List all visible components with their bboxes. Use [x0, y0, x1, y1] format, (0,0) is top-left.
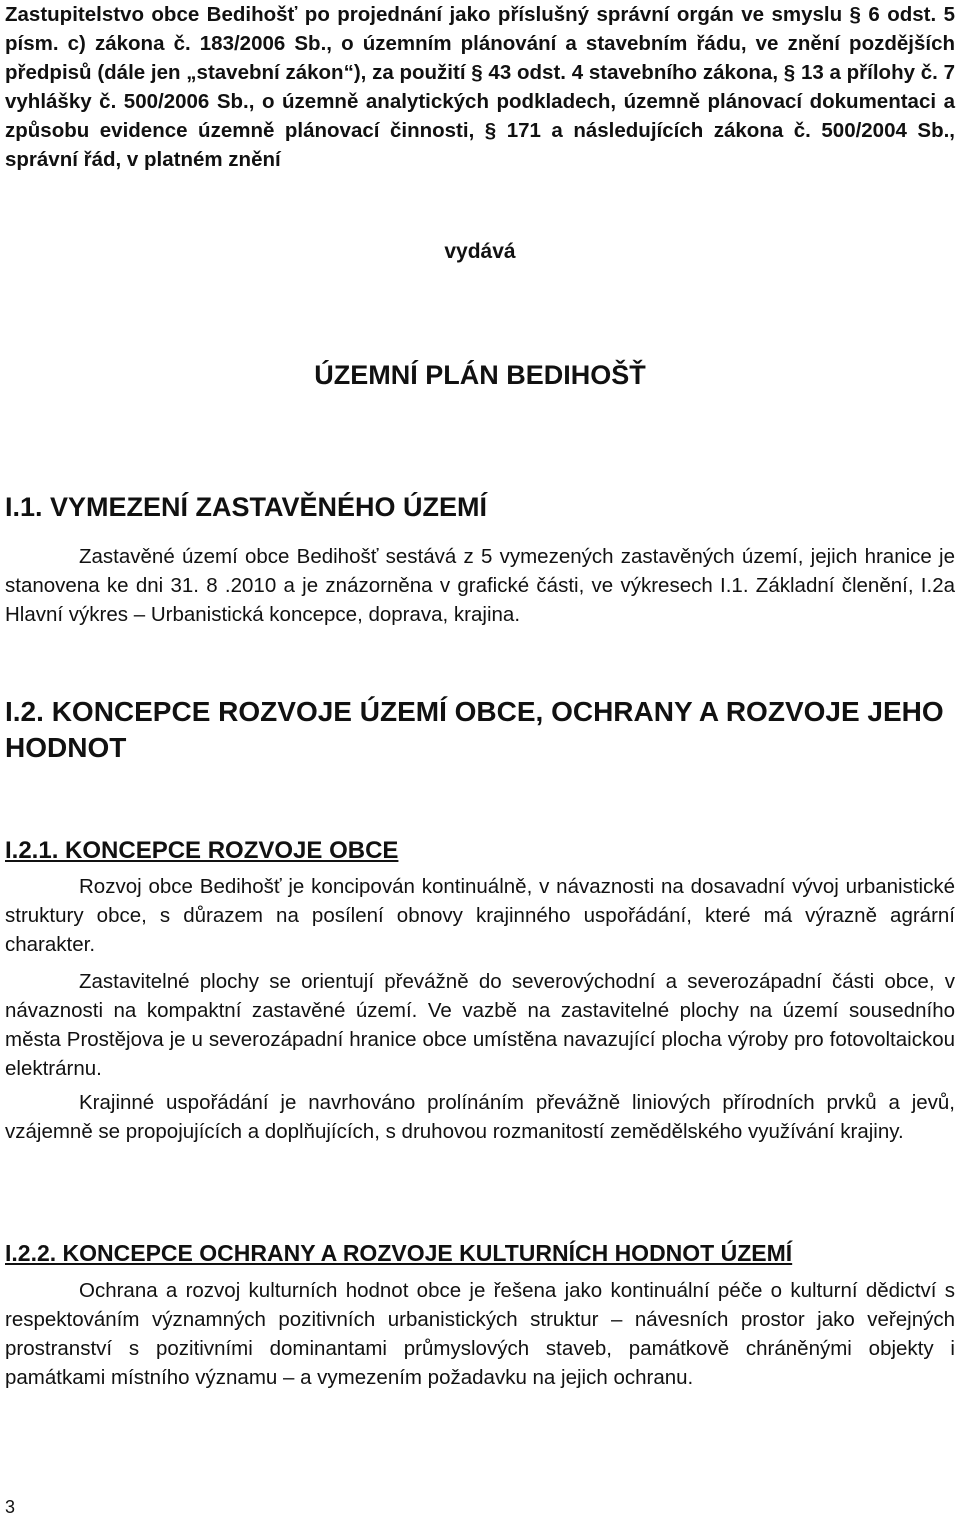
issues-label: vydává	[444, 240, 516, 263]
section-2-2-paragraph-1: Ochrana a rozvoj kulturních hodnot obce je řešena jako kontinuální péče o kulturní dědictví s respektováním významných pozitivních urbanistických struktur – návesních prostor jako veřejných prostranství s pozitivními dominantami průmyslových staveb, památkově chráněnými objekty i památkami místního významu – a vymezením požadavku na jejich ochranu.	[5, 1279, 955, 1389]
section-2-heading: I.2. KONCEPCE ROZVOJE ÚZEMÍ OBCE, OCHRANY A ROZVOJE JEHO HODNOT	[5, 696, 944, 763]
section-2-1-paragraph-3: Krajinné uspořádání je navrhováno prolínáním převážně liniových přírodních prvků a jevů, vzájemně se propojujících a doplňujících, s druhovou rozmanitostí zemědělského využívání krajiny.	[5, 1091, 955, 1143]
page-number: 3	[5, 1497, 16, 1517]
section-2-1-heading: I.2.1. KONCEPCE ROZVOJE OBCE	[5, 837, 399, 864]
section-1-heading: I.1. VYMEZENÍ ZASTAVĚNÉHO ÚZEMÍ	[5, 492, 488, 522]
section-1-text: Zastavěné území obce Bedihošť sestává z 5 vymezených zastavěných území, jejich hranice je stanovena ke dni 31. 8 .2010 a je znázorněna v grafické části, ve výkresech I.1. Základní členění, I.2a Hlavní výkres – Urbanistická koncepce, doprava, krajina.	[5, 545, 955, 626]
section-2-2-heading: I.2.2. KONCEPCE OCHRANY A ROZVOJE KULTURNÍCH HODNOT ÚZEMÍ	[5, 1240, 793, 1266]
plan-title: ÚZEMNÍ PLÁN BEDIHOŠŤ	[314, 360, 646, 390]
document-page	[5, 0, 955, 1517]
section-2-1-paragraph-1: Rozvoj obce Bedihošť je koncipován kontinuálně, v návaznosti na dosavadní vývoj urbanistické struktury obce, s důrazem na posílení obnovy krajinného uspořádání, které má výrazně agrární charakter.	[5, 875, 955, 956]
intro-paragraph: Zastupitelstvo obce Bedihošť po projednání jako příslušný správní orgán ve smyslu § 6 odst. 5 písm. c) zákona č. 183/2006 Sb., o územním plánování a stavebním řádu, ve znění pozdějších předpisů (dále jen „stavební zákon“), za použití § 43 odst. 4 stavebního zákona, § 13 a přílohy č. 7 vyhlášky č. 500/2006 Sb., o územně analytických podkladech, územně plánovací dokumentaci a způsobu evidence územně plánovací činnosti, § 171 a následujících zákona č. 500/2004 Sb., správní řád, v platném znění	[5, 3, 955, 171]
section-2-1-paragraph-2: Zastavitelné plochy se orientují převážně do severovýchodní a severozápadní části obce, v návaznosti na kompaktní zastavěné území. Ve vazbě na zastavitelné plochy na území sousedního města Prostějova je u severozápadní hranice obce umístěna navazující plocha výroby pro fotovoltaickou elektrárnu.	[5, 970, 955, 1080]
